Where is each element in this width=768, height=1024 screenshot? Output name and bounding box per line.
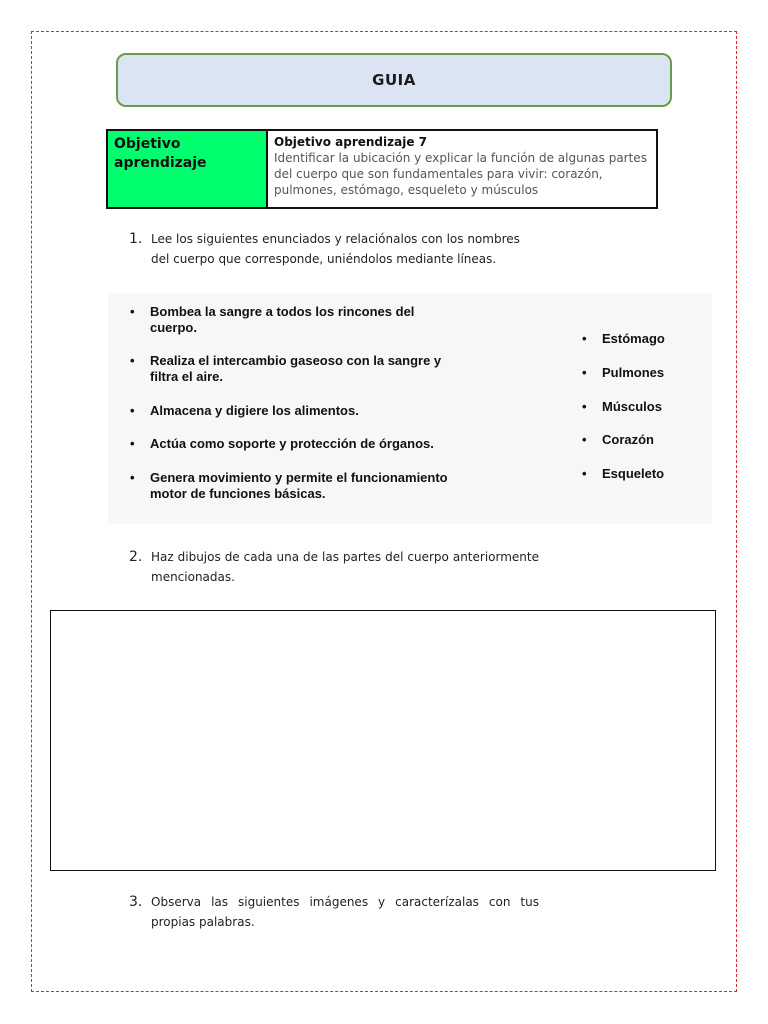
- objective-table: [106, 129, 658, 209]
- question-text: Observa las siguientes imágenes y caracterízalas con tus propias palabras.: [151, 895, 539, 929]
- statement-text: Bombea la sangre a todos los rincones del cuerpo.: [150, 304, 415, 335]
- statement-text: Realiza el intercambio gaseoso con la sangre y filtra el aire.: [150, 353, 442, 384]
- organ-item: [582, 466, 664, 482]
- question-text: Lee los siguientes enunciados y relaciónalos con los nombres del cuerpo que corresponde, uniéndolos mediante líneas.: [151, 232, 520, 266]
- organ-item: [582, 432, 654, 448]
- statement-item: [130, 304, 490, 336]
- question-text: Haz dibujos de cada una de las partes del cuerpo anteriormente mencionadas.: [151, 550, 539, 584]
- matching-exercise: [108, 294, 712, 524]
- objective-label: Objetivo aprendizaje: [114, 136, 207, 171]
- statement-text: Genera movimiento y permite el funcionamiento motor de funciones básicas.: [150, 470, 448, 501]
- statement-item: [130, 470, 490, 502]
- page-title: [116, 53, 672, 107]
- bullet-icon: •: [130, 436, 135, 451]
- statement-text: Almacena y digiere los alimentos.: [150, 403, 359, 418]
- question-1: [129, 229, 539, 269]
- statement-item: [130, 403, 490, 419]
- question-number: 3.: [129, 894, 143, 910]
- question-number: 2.: [129, 549, 143, 565]
- bullet-icon: •: [582, 331, 587, 346]
- organ-label: Esqueleto: [602, 466, 665, 481]
- bullet-icon: •: [130, 353, 135, 368]
- bullet-icon: •: [582, 466, 587, 481]
- bullet-icon: •: [582, 365, 587, 380]
- statement-item: [130, 353, 490, 385]
- objective-content-cell: [268, 131, 656, 207]
- question-number: 1.: [129, 231, 143, 247]
- objective-description: Identificar la ubicación y explicar la función de algunas partes del cuerpo que son fundamentales para vivir: corazón, pulmones, estómago, esqueleto y músculos: [274, 151, 647, 197]
- question-3: [129, 892, 539, 932]
- page-title-text: GUIA: [372, 71, 416, 89]
- organ-label: Pulmones: [602, 365, 665, 380]
- bullet-icon: •: [130, 304, 135, 319]
- bullet-icon: •: [130, 403, 135, 418]
- organ-label: Corazón: [602, 432, 654, 447]
- bullet-icon: •: [582, 399, 587, 414]
- organ-item: [582, 365, 664, 381]
- question-2: [129, 547, 539, 587]
- organ-item: [582, 399, 662, 415]
- organ-label: Músculos: [602, 399, 662, 414]
- organ-label: Estómago: [602, 331, 665, 346]
- statement-item: [130, 436, 490, 452]
- objective-heading: Objetivo aprendizaje 7: [274, 135, 427, 149]
- organ-item: [582, 331, 665, 347]
- objective-label-cell: [108, 131, 268, 207]
- bullet-icon: •: [130, 470, 135, 485]
- drawing-area[interactable]: [50, 610, 716, 871]
- statement-text: Actúa como soporte y protección de órganos.: [150, 436, 434, 451]
- bullet-icon: •: [582, 432, 587, 447]
